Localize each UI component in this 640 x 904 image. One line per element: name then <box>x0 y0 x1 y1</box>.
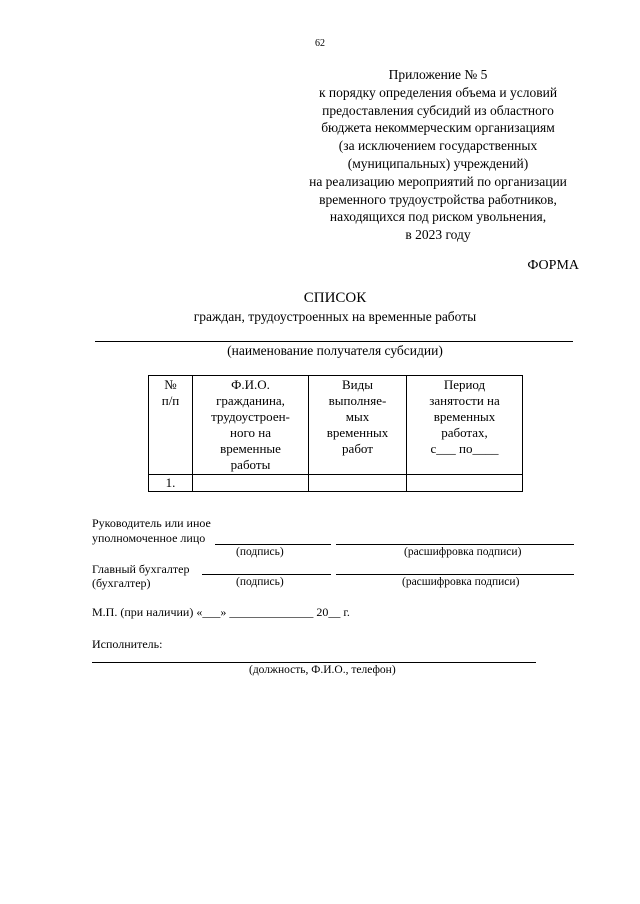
header-line: Период <box>443 377 486 392</box>
table-cell-period[interactable] <box>407 475 523 492</box>
header-line: работы <box>230 457 271 472</box>
header-line: временные <box>220 441 281 456</box>
appendix-line: Приложение № 5 <box>388 67 488 82</box>
header-line: ного на <box>230 425 271 440</box>
recipient-caption: (наименование получателя субсидии) <box>227 343 443 358</box>
stamp-date-line[interactable]: М.П. (при наличии) «___» ______________ 20__ г. <box>92 605 350 619</box>
head-signature-caption: (подпись) <box>236 546 284 558</box>
head-label-2: уполномоченное лицо <box>92 531 206 545</box>
appendix-line: бюджета некоммерческим организациям <box>321 120 555 136</box>
page-number: 62 <box>315 38 325 49</box>
header-line: мых <box>345 409 370 424</box>
accountant-decoding-caption: (расшифровка подписи) <box>402 576 520 588</box>
header-line: № <box>164 377 177 392</box>
appendix-line: временного трудоустройства работников, <box>319 191 557 207</box>
appendix-line: (муниципальных) учреждений) <box>347 155 529 171</box>
header-line: Ф.И.О. <box>231 377 270 392</box>
header-line: трудоустроен- <box>211 409 290 424</box>
executor-fill-line[interactable] <box>92 662 536 663</box>
header-full-name <box>193 376 309 475</box>
accountant-label-1: Главный бухгалтер <box>92 562 190 576</box>
table-cell-work-types[interactable] <box>309 475 407 492</box>
accountant-signature-caption: (подпись) <box>236 576 284 588</box>
document-title: СПИСОК <box>303 290 367 306</box>
executor-caption: (должность, Ф.И.О., телефон) <box>249 664 396 676</box>
header-line: с___ по____ <box>430 441 499 456</box>
header-line: Виды <box>342 377 373 392</box>
header-line: работах, <box>441 425 488 440</box>
accountant-signature-line[interactable] <box>202 574 331 575</box>
form-label: ФОРМА <box>527 258 579 273</box>
table-row <box>149 475 523 492</box>
appendix-header <box>268 66 608 244</box>
table-header-row <box>149 376 523 475</box>
appendix-line: предоставления субсидий из областного <box>322 102 554 118</box>
header-line: занятости на <box>429 393 500 408</box>
header-line: гражданина, <box>216 393 285 408</box>
document-subtitle: граждан, трудоустроенных на временные работы <box>193 309 477 324</box>
appendix-line: к порядку определения объема и условий <box>318 84 558 100</box>
head-decoding-line[interactable] <box>336 544 574 545</box>
citizens-table <box>148 375 523 492</box>
header-line: работ <box>342 441 373 456</box>
header-line: п/п <box>161 393 180 408</box>
table-cell-full-name[interactable] <box>193 475 309 492</box>
accountant-label-2: (бухгалтер) <box>92 576 151 590</box>
table-cell-number: 1. <box>149 475 193 492</box>
header-work-types <box>309 376 407 475</box>
head-decoding-caption: (расшифровка подписи) <box>404 546 522 558</box>
header-line: выполняе- <box>328 393 387 408</box>
appendix-line: на реализацию мероприятий по организации <box>309 173 567 189</box>
executor-label: Исполнитель: <box>92 637 163 651</box>
header-employment-period <box>407 376 523 475</box>
header-number <box>149 376 193 475</box>
accountant-decoding-line[interactable] <box>336 574 574 575</box>
appendix-line: в 2023 году <box>405 227 471 243</box>
header-line: временных <box>433 409 496 424</box>
recipient-fill-line[interactable] <box>95 341 573 342</box>
appendix-line: находящихся под риском увольнения, <box>329 209 547 225</box>
head-label-1: Руководитель или иное <box>92 516 211 530</box>
header-line: временных <box>326 425 389 440</box>
head-signature-line[interactable] <box>215 544 331 545</box>
appendix-line: (за исключением государственных <box>338 138 538 154</box>
